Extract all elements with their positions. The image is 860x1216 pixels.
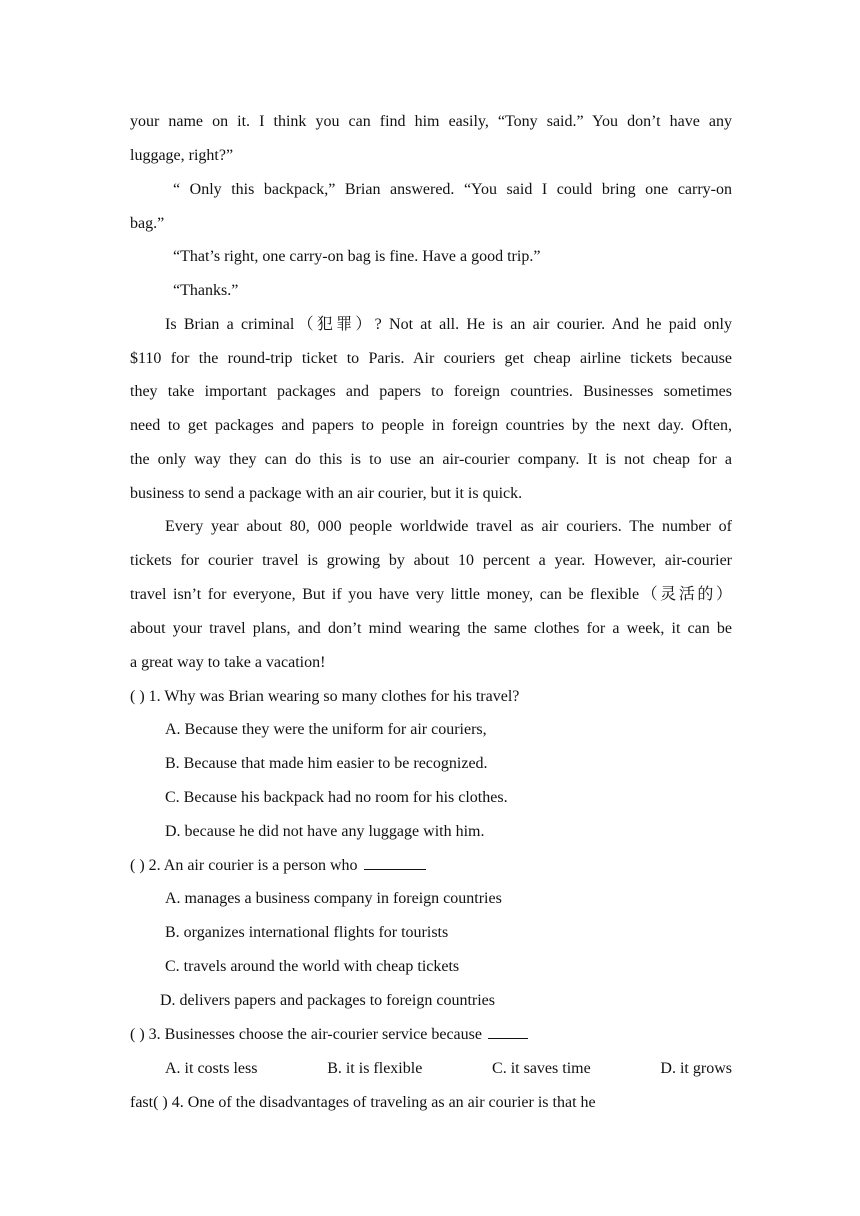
- passage-line: $110 for the round-trip ticket to Paris. Air couriers get cheap airline tickets because: [130, 350, 732, 367]
- passage-line: the only way they can do this is to use an air-courier company. It is not cheap for a: [130, 451, 732, 468]
- question-3-option-d: D. it grows: [660, 1060, 732, 1077]
- question-1-option-d: D. because he did not have any luggage with him.: [165, 823, 485, 840]
- passage-line: need to get packages and papers to people in foreign countries by the next day. Often,: [130, 417, 732, 434]
- question-1-option-b: B. Because that made him easier to be recognized.: [165, 755, 488, 772]
- question-2-option-b: B. organizes international flights for tourists: [165, 924, 449, 941]
- passage-line: about your travel plans, and don’t mind wearing the same clothes for a week, it can be: [130, 620, 732, 637]
- question-4-stem: fast( ) 4. One of the disadvantages of traveling as an air courier is that he: [130, 1094, 596, 1111]
- passage-line: Is Brian a criminal（犯罪）? Not at all. He is an air courier. And he paid only: [165, 316, 732, 333]
- question-3: [130, 1018, 732, 1052]
- question-1-stem: ( ) 1. Why was Brian wearing so many clothes for his travel?: [130, 688, 520, 705]
- passage-line: luggage, right?”: [130, 147, 234, 164]
- passage-line: “ Only this backpack,” Brian answered. “You said I could bring one carry-on: [173, 181, 732, 198]
- passage-line: travel isn’t for everyone, But if you have very little money, can be flexible（灵活的）: [130, 586, 732, 603]
- answer-blank: [364, 855, 426, 870]
- passage-line: “Thanks.”: [173, 282, 239, 299]
- passage-line: business to send a package with an air courier, but it is quick.: [130, 485, 523, 502]
- question-2-option-a: A. manages a business company in foreign countries: [165, 890, 502, 907]
- passage-line: bag.”: [130, 215, 165, 232]
- question-2-stem: ( ) 2. An air courier is a person who: [130, 857, 358, 874]
- question-1-option-c: C. Because his backpack had no room for his clothes.: [165, 789, 508, 806]
- question-2-option-d: D. delivers papers and packages to foreign countries: [160, 992, 495, 1009]
- question-3-stem: ( ) 3. Businesses choose the air-courier service because: [130, 1026, 482, 1043]
- question-3-option-a: A. it costs less: [165, 1060, 258, 1077]
- question-2-option-c: C. travels around the world with cheap tickets: [165, 958, 460, 975]
- passage-line: “That’s right, one carry-on bag is fine. Have a good trip.”: [173, 248, 541, 265]
- passage-line: Every year about 80, 000 people worldwide travel as air couriers. The number of: [165, 518, 732, 535]
- question-2: [130, 849, 732, 883]
- question-3-option-b: B. it is flexible: [327, 1060, 423, 1077]
- answer-blank: [488, 1024, 528, 1039]
- question-3-option-c: C. it saves time: [492, 1060, 591, 1077]
- passage-line: a great way to take a vacation!: [130, 654, 326, 671]
- question-1-option-a: A. Because they were the uniform for air couriers,: [165, 721, 487, 738]
- passage-line: tickets for courier travel is growing by about 10 percent a year. However, air-courier: [130, 552, 732, 569]
- question-3-options: [165, 1052, 732, 1086]
- passage-line: they take important packages and papers to foreign countries. Businesses sometimes: [130, 383, 732, 400]
- passage-line: your name on it. I think you can find him easily, “Tony said.” You don’t have any: [130, 113, 732, 130]
